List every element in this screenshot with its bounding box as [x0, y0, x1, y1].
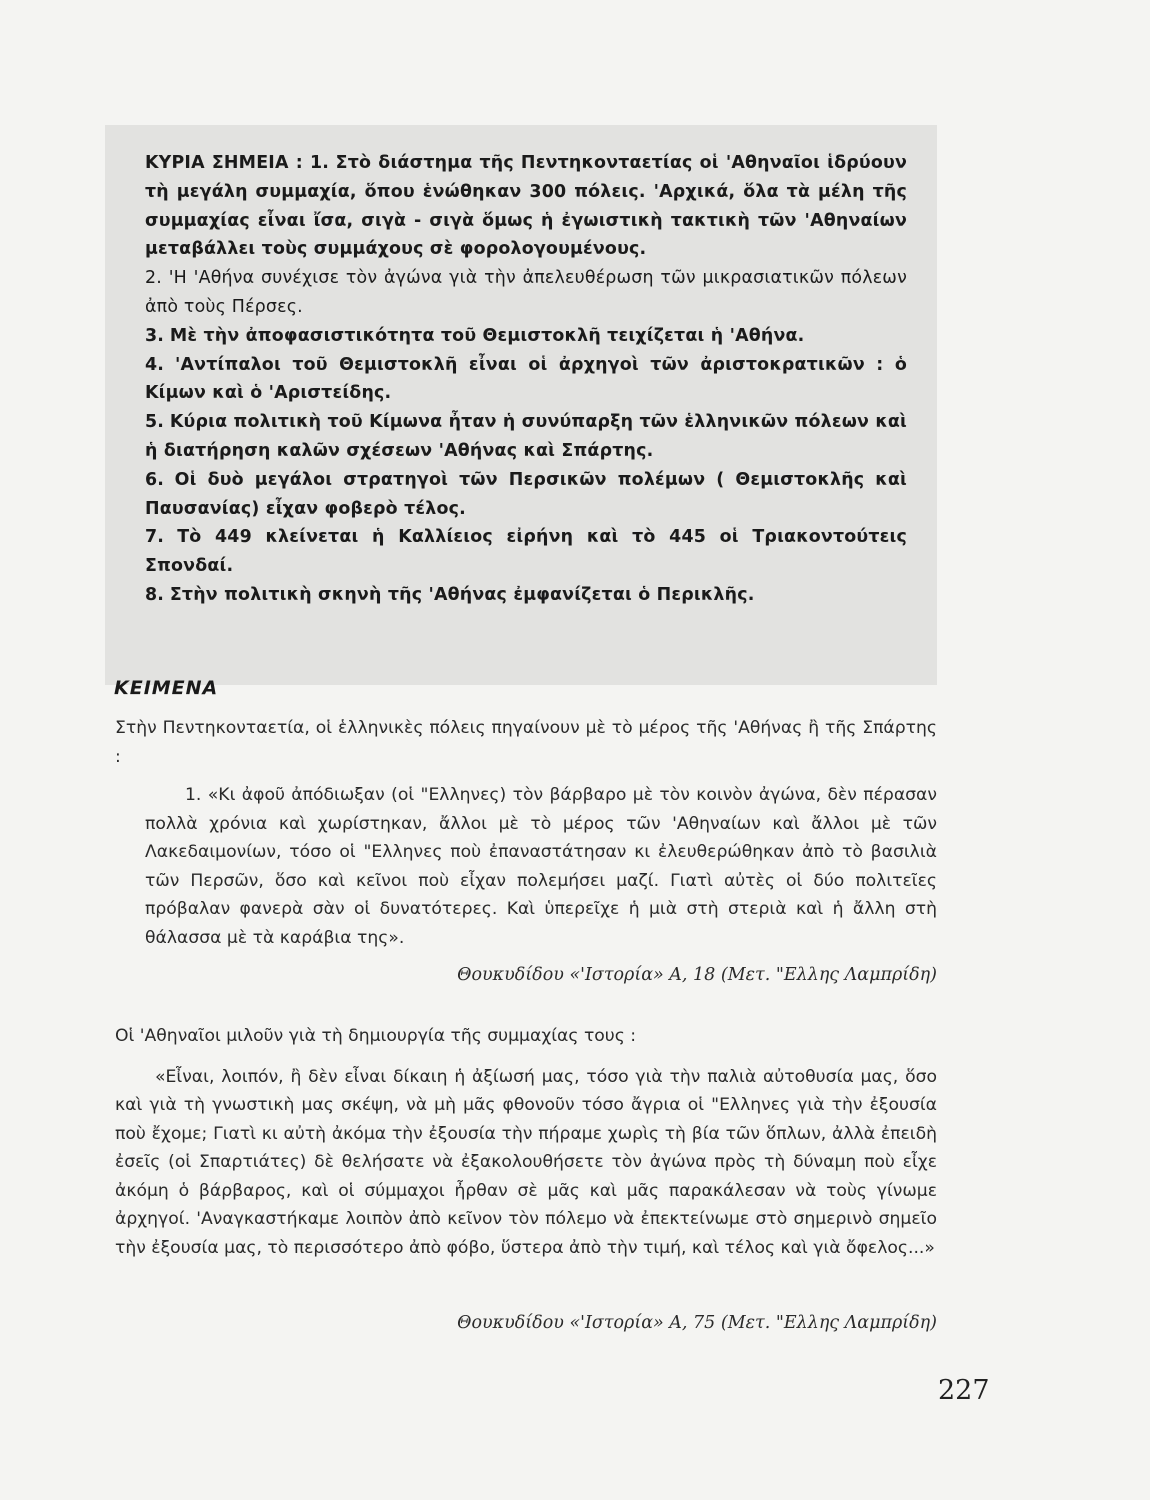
page-number: 227: [938, 1375, 990, 1406]
text-2-quote: «Εἶναι, λοιπόν, ἢ δὲν εἶναι δίκαιη ἡ ἀξίωσή μας, τόσο γιὰ τὴν παλιὰ αὐτοθυσία μας, ὅσο καὶ γιὰ τὴ γνωστικὴ μας σκέψη, νὰ μὴ μᾶς φθονοῦν τόσο ἄγρια οἱ "Ελληνες γιὰ τὴν ἐξουσία ποὺ ἔχομε; Γιατὶ κι αὐτὴ ἀκόμα τὴν ἐξουσία τὴν πήραμε χωρὶς τὴ βία τῶν ὅπλων, ἀλλὰ ἐπειδὴ ἐσεῖς (οἱ Σπαρτιάτες) δὲ θελήσατε νὰ ἐξακολουθήσετε τὸν ἀγώνα πρὸς τὴ δύναμη ποὺ εἶχε ἀκόμη ὁ βάρβαρος, καὶ οἱ σύμμαχοι ἦρθαν σὲ μᾶς καὶ μᾶς παρακάλεσαν νὰ τοὺς γίνωμε ἀρχηγοί. 'Αναγκαστήκαμε λοιπὸν ἀπὸ κεῖνον τὸν πόλεμο νὰ ἐπεκτείνωμε στὸ σημερινὸ σημεῖο τὴν ἐξουσία μας, τὸ περισσότερο ἀπὸ φόβο, ὕστερα ἀπὸ τὴν τιμή, καὶ τέλος καὶ γιὰ ὄφελος...»: [115, 1066, 937, 1258]
key-point-number: 4.: [145, 354, 165, 375]
key-point-7: [145, 523, 907, 581]
key-point-number: 8.: [145, 584, 165, 605]
text-1-intro: Στὴν Πεντηκονταετία, οἱ ἑλληνικὲς πόλεις πηγαίνουν μὲ τὸ μέρος τῆς 'Αθήνας ἢ τῆς Σπάρτης :: [115, 718, 937, 767]
key-point-text: Μὲ τὴν ἀποφασιστικότητα τοῦ Θεμιστοκλῆ τειχίζεται ἡ 'Αθήνα.: [169, 325, 805, 346]
section-heading: ΚΕΙΜΕΝΑ: [114, 677, 219, 699]
key-point-4: [145, 351, 907, 409]
key-point-text: Τὸ 449 κλείνεται ἡ Καλλίειος εἰρήνη καὶ τὸ 445 οἱ Τριακοντούτεις Σπονδαί.: [145, 527, 907, 577]
key-point-number: 1.: [309, 153, 330, 173]
key-point-text: Στὸ διάστημα τῆς Πεντηκονταετίας οἱ 'Αθηναῖοι ἱδρύουν τὴ μεγάλη συμμαχία, ὅπου ἑνώθηκαν 300 πόλεις. 'Αρχικά, ὅλα τὰ μέλη τῆς συμμαχίας εἶναι ἴσα, σιγὰ - σιγὰ ὅμως ἡ ἐγωιστικὴ τακτικὴ τῶν 'Αθηναίων μεταβάλλει τοὺς συμμάχους σὲ φορολογουμένους.: [145, 153, 907, 260]
key-point-2: [145, 264, 907, 322]
text-1: [115, 714, 937, 952]
key-point-number: 3.: [145, 325, 165, 346]
key-points-label: ΚΥΡΙΑ ΣΗΜΕΙΑ: [145, 153, 289, 173]
key-point-number: 2.: [145, 268, 162, 289]
key-points-box: [105, 125, 937, 685]
key-point-text: Κύρια πολιτικὴ τοῦ Κίμωνα ἦταν ἡ συνύπαρξη τῶν ἑλληνικῶν πόλεων καὶ ἡ διατήρηση καλῶν σχέσεων 'Αθήνας καὶ Σπάρτης.: [145, 412, 908, 461]
key-point-text: 'Αντίπαλοι τοῦ Θεμιστοκλῆ εἶναι οἱ ἀρχηγοὶ τῶν ἀριστοκρατικῶν : ὁ Κίμων καὶ ὁ 'Αριστείδης.: [145, 354, 907, 404]
text-2: [115, 1022, 937, 1262]
key-point-8: [145, 581, 907, 610]
text-2-citation: Θουκυδίδου «'Ιστορία» Α, 75 (Μετ. "Ελλης Λαμπρίδη): [457, 1313, 937, 1333]
key-point-5: [145, 408, 907, 466]
key-point-text: Στὴν πολιτικὴ σκηνὴ τῆς 'Αθήνας ἐμφανίζεται ὁ Περικλῆς.: [169, 584, 755, 605]
key-point-text: Οἱ δυὸ μεγάλοι στρατηγοὶ τῶν Περσικῶν πολέμων ( Θεμιστοκλῆς καὶ Παυσανίας) εἶχαν φοβερὸ τέλος.: [145, 469, 907, 519]
text-1-quote: 1. «Κι ἀφοῦ ἀπόδιωξαν (οἱ "Ελληνες) τὸν βάρβαρο μὲ τὸν κοινὸν ἀγώνα, δὲν πέρασαν πολλὰ χρόνια καὶ χωρίστηκαν, ἄλλοι μὲ τὸ μέρος τῶν 'Αθηναίων καὶ ἄλλοι μὲ τῶν Λακεδαιμονίων, τόσο οἱ "Ελληνες ποὺ ἐπαναστάτησαν κι ἐλευθερώθηκαν ἀπὸ τὸ βασιλιὰ τῶν Περσῶν, ὅσο καὶ κεῖνοι ποὺ εἶχαν πολεμήσει μαζί. Γιατὶ αὐτὲς οἱ δύο πολιτεῖες πρόβαλαν φανερὰ σὰν οἱ δυνατότερες. Καὶ ὑπερεῖχε ἡ μιὰ στὴ στεριὰ καὶ ἡ ἄλλη στὴ θάλασσα μὲ τὰ καράβια της».: [145, 785, 937, 948]
key-point-6: [145, 466, 907, 524]
key-point-1: ΚΥΡΙΑ ΣΗΜΕΙΑ : 1. Στὸ διάστημα τῆς Πεντηκονταετίας οἱ 'Αθηναῖοι ἱδρύουν τὴ μεγάλη συμμαχία, ὅπου ἑνώθηκαν 300 πόλεις. 'Αρχικά, ὅλα τὰ μέλη τῆς συμμαχίας εἶναι ἴσα, σιγὰ - σιγὰ ὅμως ἡ ἐγωιστικὴ τακτικὴ τῶν 'Αθηναίων μεταβάλλει τοὺς συμμάχους σὲ φορολογουμένους.: [145, 153, 907, 260]
key-point-number: 5.: [145, 412, 165, 433]
text-2-intro: Οἱ 'Αθηναῖοι μιλοῦν γιὰ τὴ δημιουργία τῆς συμμαχίας τους :: [115, 1026, 637, 1046]
key-point-3: [145, 322, 907, 351]
text-1-citation: Θουκυδίδου «'Ιστορία» Α, 18 (Μετ. "Ελλης Λαμπρίδη): [457, 965, 937, 985]
key-point-number: 6.: [145, 469, 165, 490]
key-point-number: 7.: [145, 527, 165, 548]
key-point-text: 'Η 'Αθήνα συνέχισε τὸν ἀγώνα γιὰ τὴν ἀπελευθέρωση τῶν μικρασιατικῶν πόλεων ἀπὸ τοὺς Πέρσες.: [145, 268, 907, 317]
